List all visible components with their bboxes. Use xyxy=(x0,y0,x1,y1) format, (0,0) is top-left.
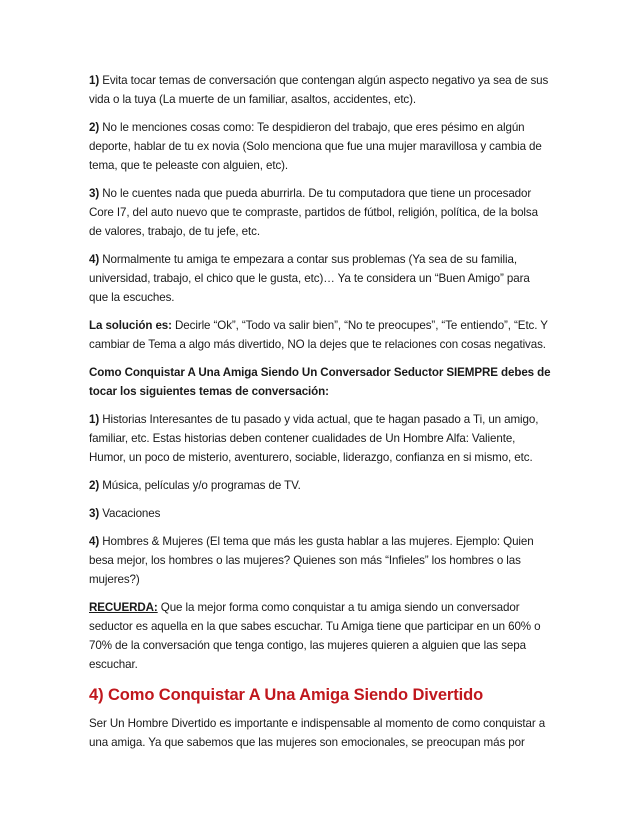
document-page xyxy=(89,71,551,761)
bold-subheading: Como Conquistar A Una Amiga Siendo Un Conversador Seductor SIEMPRE debes de tocar los siguientes temas de conversación: xyxy=(89,366,551,398)
topic-number: 4) xyxy=(89,535,100,548)
topic-text: Hombres & Mujeres (El tema que más les gusta hablar a las mujeres. Ejemplo: Quien besa mejor, los hombres o las mujeres? Quienes son más “Infieles” los hombres o las mujeres?) xyxy=(89,535,534,586)
recuerda-label: RECUERDA: xyxy=(89,601,158,614)
section-title: 4) Como Conquistar A Una Amiga Siendo Divertido xyxy=(89,686,484,704)
tip-number: 4) xyxy=(89,253,100,266)
paragraph-topic-2 xyxy=(89,476,551,495)
topic-number: 1) xyxy=(89,413,100,426)
tip-number: 3) xyxy=(89,187,100,200)
solution-label: La solución es: xyxy=(89,319,172,332)
paragraph-tip-3 xyxy=(89,184,551,241)
paragraph-tip-4 xyxy=(89,250,551,307)
paragraph-final: Ser Un Hombre Divertido es importante e indispensable al momento de como conquistar a una amiga. Ya que sabemos que las mujeres son emocionales, se preocupan más por xyxy=(89,717,546,749)
tip-text: Evita tocar temas de conversación que contengan algún aspecto negativo ya sea de sus vida o la tuya (La muerte de un familiar, asaltos, accidentes, etc). xyxy=(89,74,549,106)
paragraph-tip-1 xyxy=(89,71,551,109)
topic-text: Música, películas y/o programas de TV. xyxy=(99,479,301,492)
topic-text: Vacaciones xyxy=(99,507,161,520)
solution-text: Decirle “Ok”, “Todo va salir bien”, “No te preocupes”, “Te entiendo”, “Etc. Y cambiar de Tema a algo más divertido, NO la dejes que te relaciones con cosas negativas. xyxy=(89,319,548,351)
paragraph-recuerda xyxy=(89,598,551,674)
recuerda-text: Que la mejor forma como conquistar a tu amiga siendo un conversador seductor es aquella en la que sabes escuchar. Tu Amiga tiene que participar en un 60% o 70% de la conversación que tenga contigo, las mujeres quieren a alguien que las sepa escuchar. xyxy=(89,601,541,671)
paragraph-solution xyxy=(89,316,551,354)
paragraph-topic-4 xyxy=(89,532,551,589)
tip-text: No le cuentes nada que pueda aburrirla. De tu computadora que tiene un procesador Core I7, del auto nuevo que te compraste, partidos de fútbol, religión, política, de la bolsa de valores, trabajo, de tu jefe, etc. xyxy=(89,187,538,238)
tip-text: No le menciones cosas como: Te despidieron del trabajo, que eres pésimo en algún deporte, hablar de tu ex novia (Solo menciona que fue una mujer maravillosa y cambia de tema, que te peleaste con alguien, etc). xyxy=(89,121,542,172)
tip-number: 1) xyxy=(89,74,100,87)
paragraph-tip-2 xyxy=(89,118,551,175)
topic-text: Historias Interesantes de tu pasado y vida actual, que te hagan pasado a Ti, un amigo, familiar, etc. Estas historias deben contener cualidades de Un Hombre Alfa: Valiente, Humor, un poco de misterio, aventurero, sociable, liderazgo, confianza en si mismo, etc. xyxy=(89,413,539,464)
topic-number: 3) xyxy=(89,507,100,520)
topic-number: 2) xyxy=(89,479,100,492)
tip-number: 2) xyxy=(89,121,100,134)
paragraph-topic-1 xyxy=(89,410,551,467)
paragraph-topic-3 xyxy=(89,504,551,523)
tip-text: Normalmente tu amiga te empezara a contar sus problemas (Ya sea de su familia, universidad, trabajo, el chico que le gusta, etc)… Ya te considera un “Buen Amigo” para que la escuches. xyxy=(89,253,530,304)
